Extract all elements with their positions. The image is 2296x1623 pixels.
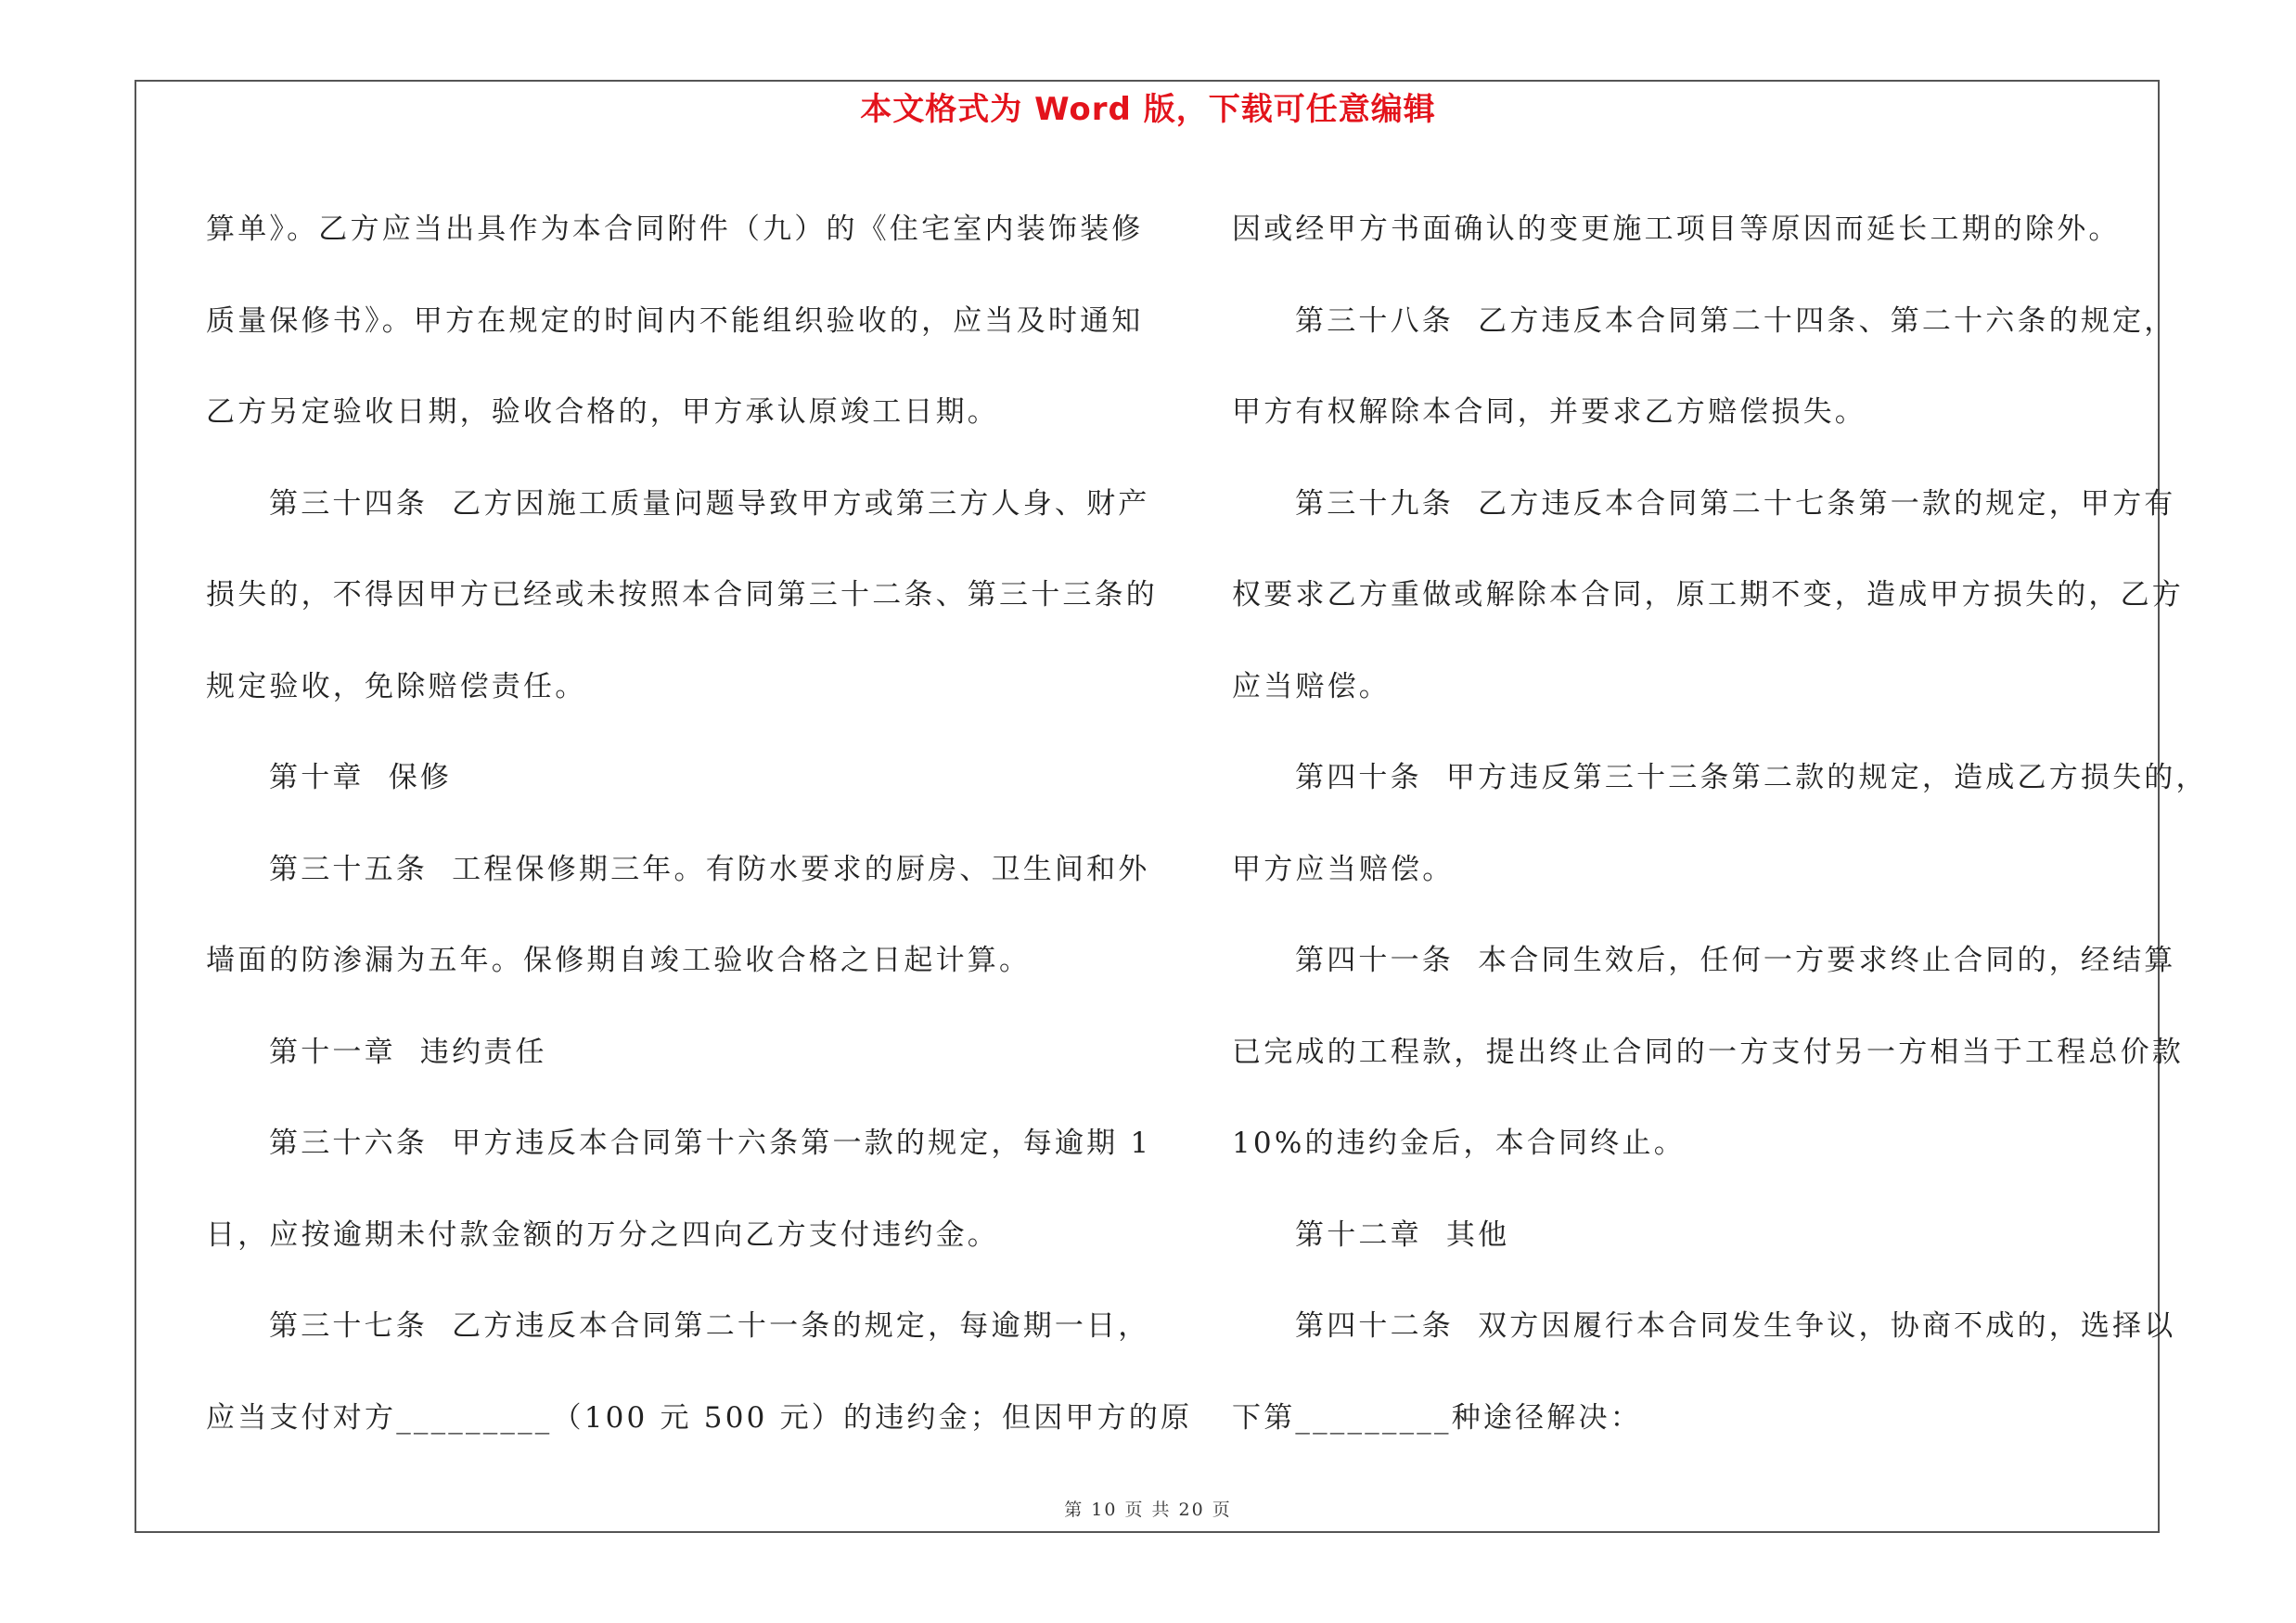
text-line: 第三十五条 工程保修期三年。有防水要求的厨房、卫生间和外 xyxy=(269,852,1150,886)
text-line: 第三十七条 乙方违反本合同第二十一条的规定，每逾期一日， xyxy=(269,1309,1150,1343)
text-line: 第三十九条 乙方违反本合同第二十七条第一款的规定，甲方有 xyxy=(1295,486,2176,521)
text-line: 甲方应当赔偿。 xyxy=(1232,852,1455,886)
text-line: 10%的违约金后，本合同终止。 xyxy=(1232,1127,1686,1160)
text-line: 第三十四条 乙方因施工质量问题导致甲方或第三方人身、财产 xyxy=(269,486,1150,521)
text-line: 第四十二条 双方因履行本合同发生争议，协商不成的，选择以 xyxy=(1295,1309,2176,1343)
text-line: 质量保修书》。甲方在规定的时间内不能组织验收的，应当及时通知 xyxy=(206,303,1144,338)
text-line: 权要求乙方重做或解除本合同，原工期不变，造成甲方损失的，乙方 xyxy=(1232,578,2184,612)
text-line: 下第_________种途径解决： xyxy=(1232,1400,1642,1435)
text-line: 第十一章 违约责任 xyxy=(269,1035,547,1069)
text-line: 乙方另定验收日期，验收合格的，甲方承认原竣工日期。 xyxy=(206,395,999,429)
text-line: 第十章 保修 xyxy=(269,761,453,794)
text-line: 损失的，不得因甲方已经或未按照本合同第三十二条、第三十三条的 xyxy=(206,578,1158,612)
text-line: 第十二章 其他 xyxy=(1295,1217,1510,1252)
text-line: 第三十六条 甲方违反本合同第十六条第一款的规定，每逾期 1 xyxy=(269,1127,1152,1160)
text-line: 因或经甲方书面确认的变更施工项目等原因而延长工期的除外。 xyxy=(1232,213,2121,246)
text-line: 甲方有权解除本合同，并要求乙方赔偿损失。 xyxy=(1232,395,1866,429)
text-line: 墙面的防渗漏为五年。保修期自竣工验收合格之日起计算。 xyxy=(206,944,1032,977)
text-line: 规定验收，免除赔偿责任。 xyxy=(206,669,587,703)
text-line: 日，应按逾期未付款金额的万分之四向乙方支付违约金。 xyxy=(206,1217,999,1252)
right-text-column xyxy=(1232,184,2208,1463)
text-line: 第四十一条 本合同生效后，任何一方要求终止合同的，经结算 xyxy=(1295,944,2176,977)
left-text-column xyxy=(206,184,1193,1463)
text-line: 第四十条 甲方违反第三十三条第二款的规定，造成乙方损失的， xyxy=(1295,761,2208,794)
text-line: 已完成的工程款，提出终止合同的一方支付另一方相当于工程总价款 xyxy=(1232,1035,2184,1069)
page-number-footer: 第 10 页 共 20 页 xyxy=(1064,1500,1232,1520)
text-line: 算单》。乙方应当出具作为本合同附件（九）的《住宅室内装饰装修 xyxy=(206,213,1144,246)
text-line: 第三十八条 乙方违反本合同第二十四条、第二十六条的规定， xyxy=(1295,303,2176,338)
text-line: 应当支付对方_________（100 元 500 元）的违约金；但因甲方的原 xyxy=(206,1400,1193,1435)
text-line: 应当赔偿。 xyxy=(1232,669,1391,703)
format-banner: 本文格式为 Word 版，下载可任意编辑 xyxy=(860,91,1436,128)
